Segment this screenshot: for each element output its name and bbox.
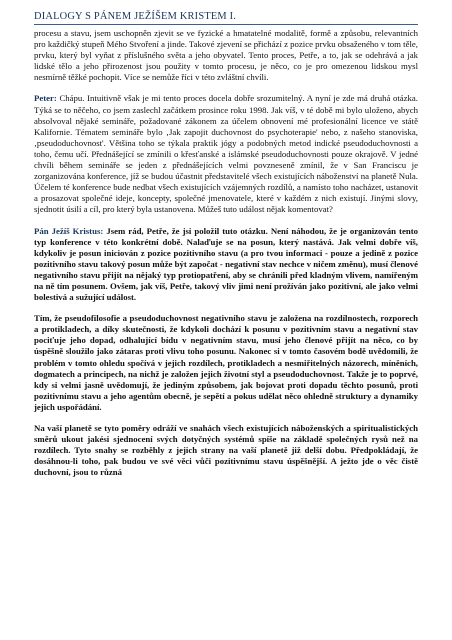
paragraph-text: Jsem rád, Petře, že jsi položil tuto otázku. Není náhodou, že je organizován tento typ konference v této konkrétní době. Nalaďuje se na posun, který nastává. Jak velmi dobře víš, kdykoliv je posun iniciován z pozice pozitivního stavu (a pro tvou informaci - pouze a jedině z pozice pozitivního stavu takový posun může být započat - negativní stav nechce v ničem změnu), musí členové negativního stavu přijít na nějaký typ protiopatření, aby se chránili před kladným vlivem, namířeným na ně tím posunem. Ovšem, jak víš, Petře, takový vliv jimi není prožíván jako pozitivní, ale jako velmi bolestivá a sužující událost. <box>34 225 419 303</box>
header-rule <box>34 24 418 25</box>
paragraph-text: Chápu. Intuitivně však je mi tento proces docela dobře srozumitelný. A nyní je zde má druhá otázka. Týká se to něčeho, co jsem zaslechl začátkem prosince roku 1998. Jak víš, v té době mi bylo uloženo, abych absolvoval nějaké semináře, požadované zákonem za účelem obnovení mé profesionální licence ve státě Kalifornie. Tématem semináře bylo ‚Jak zapojit duchovnost do psychoterapie' nebo, z našeho stanoviska, ‚pseudoduchovnost'. Většina toho se týkala praktik jógy a podobných metod indické pseudoduchovnosti a toho, čemu učí. Přednášející se zmínili o křesťanské a islámské pseudoduchovnosti pouze okrajově. V jedné chvíli během semináře se jeden z přednášejících velmi povzneseně zmínil, že v San Franciscu je zorganizována konference, jíž se budou účastnit představitelé všech existujících náboženství na planetě Nula. Účelem té konference bude nedbat všech existujících vzájemných rozdílů, a namísto toho nacházet, ustanovit a prosazovat společné ideje, koncepty, společné jmenovatele, které v každém z nich existují. Jinými slovy, sjednotit úsilí a cíl, pro který byla ustanovena. Můžeš tuto událost nějak komentovat? <box>34 93 418 215</box>
speaker-label: Peter: <box>34 93 57 104</box>
paragraph-3 <box>34 226 418 304</box>
document-body <box>34 28 418 488</box>
paragraph-2 <box>34 93 418 215</box>
paragraph-text: Na vaší planetě se tyto poměry odráží ve snahách všech existujících náboženských a spiritualistických směrů ukout jakési sjednocení svých dotyčných systémů spíše na základě společných rysů než na rozdílech. Tyto snahy se rozběhly z jejich strany na vaší planetě již delší dobu. Předpokládají, že dosáhnou-li toho, pak budou ve své věci vůči pozitivnímu stavu úspěšnější. A ježto jde o věc čistě duchovní, jsou to různá <box>34 423 418 478</box>
paragraph-1 <box>34 28 418 83</box>
paragraph-5 <box>34 423 418 478</box>
running-header: DIALOGY S PÁNEM JEŽÍŠEM KRISTEM I. <box>34 11 237 22</box>
paragraph-text: Tím, že pseudofilosofie a pseudoduchovnost negativního stavu je založena na rozdílnostech, rozporech a protikladech, a díky skutečnosti, že kdykoli dochází k posunu v pozitivním stavu a negativní stav pociťuje jeho dopad, odhalující bídu v negativním stavu, musí jeho členové přijít na něco, co by úspěšně sloužilo jako zátaras proti vlivu toho posunu. Nakonec si v tomto časovém bodě uvědomili, že problém v tomto ohledu spočívá v jejich rozdílech, protikladech a nesmiřitelných názorech, míněních, dogmatech a principech, na nichž je založen jejich životní styl a pseudoduchovnost. Takže je to poprvé, kdy si velmi jasně uvědomují, že jediným způsobem, jak bojovat proti dopadu těchto posunů, proti pozitivnímu stavu a jeho agentům obecně, je sepětí a pokus udělat něco ohledně struktury a dynamiky jejich uspořádání. <box>34 313 418 412</box>
paragraph-4 <box>34 313 418 413</box>
paragraph-text: procesu a stavu, jsem uschopněn zjevit se ve fyzické a hmatatelné modalitě, formě a způsobu, relevantních pro každičký stupeň Mého Stvoření a jinde. Takové zjevení se přichází z pozice prvku obsaženého v tom těle, prvku, který byl vyňat z příslušného světa a jeho obyvatel. Tento proces, Petře, a to, jak se odehrává a jak lidské tělo a jeho přirozenost jsou použity v tomto procesu, je něco, co je pro omezenou lidskou mysl nesmírně těžké pochopit. Více se nemůže říci v této zvláštní chvíli. <box>34 28 418 83</box>
speaker-label: Pán Ježíš Kristus: <box>34 225 104 236</box>
